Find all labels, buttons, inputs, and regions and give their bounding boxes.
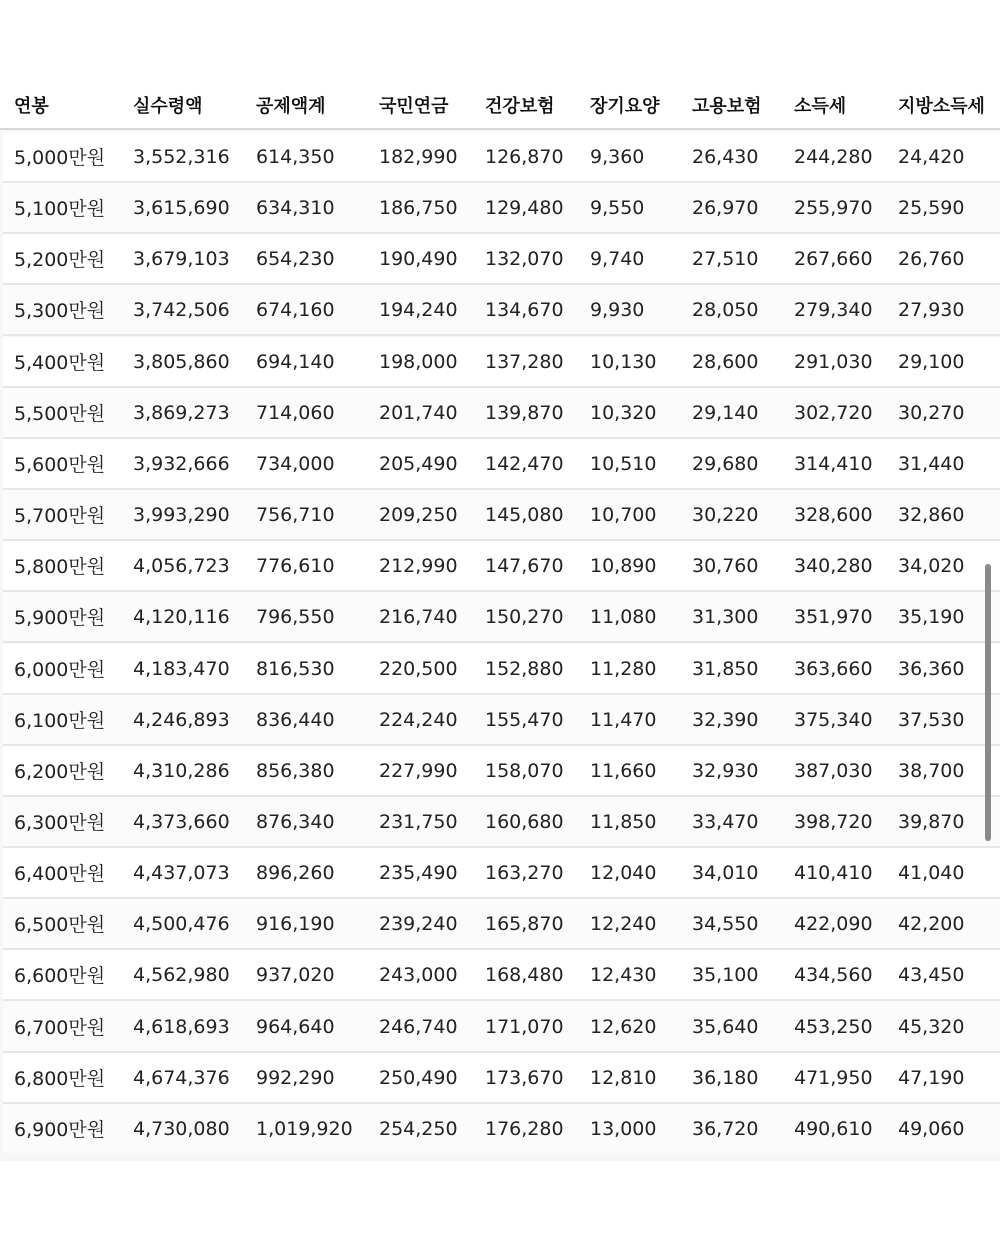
cell-national-pension: 198,000 xyxy=(379,350,458,373)
cell-health-insurance: 152,880 xyxy=(485,657,564,680)
cell-total-deduction: 756,710 xyxy=(256,503,335,526)
table-row xyxy=(3,1053,1000,1102)
cell-long-term-care: 11,280 xyxy=(590,657,657,680)
cell-total-deduction: 674,160 xyxy=(256,298,335,321)
cell-total-deduction: 964,640 xyxy=(256,1015,335,1038)
cell-total-deduction: 734,000 xyxy=(256,452,335,475)
cell-national-pension: 239,240 xyxy=(379,912,458,935)
cell-long-term-care: 10,700 xyxy=(590,503,657,526)
cell-national-pension: 182,990 xyxy=(379,145,458,168)
cell-long-term-care: 13,000 xyxy=(590,1117,657,1140)
cell-income-tax: 244,280 xyxy=(794,145,873,168)
cell-salary: 5,400만원 xyxy=(14,352,106,374)
table-row xyxy=(3,541,1000,590)
cell-salary: 5,500만원 xyxy=(14,403,106,425)
cell-income-tax: 302,720 xyxy=(794,401,873,424)
cell-income-tax: 363,660 xyxy=(794,657,873,680)
cell-national-pension: 212,990 xyxy=(379,554,458,577)
cell-net-pay: 4,120,116 xyxy=(133,605,230,628)
cell-local-income-tax: 32,860 xyxy=(898,503,965,526)
cell-health-insurance: 171,070 xyxy=(485,1015,564,1038)
table-row xyxy=(3,848,1000,897)
cell-employment-insurance: 31,300 xyxy=(692,605,759,628)
cell-net-pay: 4,183,470 xyxy=(133,657,230,680)
cell-local-income-tax: 30,270 xyxy=(898,401,965,424)
header-long-term-care: 장기요양 xyxy=(590,96,660,117)
cell-employment-insurance: 26,430 xyxy=(692,145,759,168)
cell-health-insurance: 126,870 xyxy=(485,145,564,168)
cell-net-pay: 3,615,690 xyxy=(133,196,230,219)
cell-long-term-care: 9,360 xyxy=(590,145,645,168)
cell-long-term-care: 12,620 xyxy=(590,1015,657,1038)
cell-employment-insurance: 26,970 xyxy=(692,196,759,219)
cell-net-pay: 4,674,376 xyxy=(133,1066,230,1089)
cell-national-pension: 235,490 xyxy=(379,861,458,884)
table-row xyxy=(3,797,1000,846)
cell-local-income-tax: 29,100 xyxy=(898,350,965,373)
cell-income-tax: 490,610 xyxy=(794,1117,873,1140)
cell-net-pay: 4,730,080 xyxy=(133,1117,230,1140)
cell-health-insurance: 134,670 xyxy=(485,298,564,321)
cell-income-tax: 398,720 xyxy=(794,810,873,833)
header-employment-insurance: 고용보험 xyxy=(692,96,762,117)
cell-salary: 5,800만원 xyxy=(14,556,106,578)
cell-income-tax: 453,250 xyxy=(794,1015,873,1038)
cell-employment-insurance: 34,550 xyxy=(692,912,759,935)
cell-employment-insurance: 33,470 xyxy=(692,810,759,833)
cell-income-tax: 387,030 xyxy=(794,759,873,782)
header-net-pay: 실수령액 xyxy=(133,96,203,117)
cell-health-insurance: 147,670 xyxy=(485,554,564,577)
cell-net-pay: 3,679,103 xyxy=(133,247,230,270)
cell-health-insurance: 176,280 xyxy=(485,1117,564,1140)
cell-long-term-care: 12,240 xyxy=(590,912,657,935)
cell-employment-insurance: 28,600 xyxy=(692,350,759,373)
table-row xyxy=(3,644,1000,693)
cell-income-tax: 434,560 xyxy=(794,963,873,986)
cell-total-deduction: 836,440 xyxy=(256,708,335,731)
cell-national-pension: 209,250 xyxy=(379,503,458,526)
cell-employment-insurance: 35,640 xyxy=(692,1015,759,1038)
cell-income-tax: 267,660 xyxy=(794,247,873,270)
cell-total-deduction: 796,550 xyxy=(256,605,335,628)
table-row xyxy=(3,695,1000,744)
cell-salary: 6,600만원 xyxy=(14,965,106,987)
cell-net-pay: 4,246,893 xyxy=(133,708,230,731)
cell-total-deduction: 694,140 xyxy=(256,350,335,373)
cell-employment-insurance: 30,760 xyxy=(692,554,759,577)
cell-long-term-care: 9,740 xyxy=(590,247,645,270)
cell-national-pension: 231,750 xyxy=(379,810,458,833)
cell-health-insurance: 132,070 xyxy=(485,247,564,270)
cell-salary: 5,700만원 xyxy=(14,505,106,527)
cell-long-term-care: 11,850 xyxy=(590,810,657,833)
cell-health-insurance: 145,080 xyxy=(485,503,564,526)
cell-salary: 5,000만원 xyxy=(14,147,106,169)
table-row xyxy=(3,337,1000,386)
cell-salary: 5,200만원 xyxy=(14,249,106,271)
cell-salary: 5,300만원 xyxy=(14,300,106,322)
cell-employment-insurance: 31,850 xyxy=(692,657,759,680)
cell-total-deduction: 1,019,920 xyxy=(256,1117,353,1140)
cell-net-pay: 4,500,476 xyxy=(133,912,230,935)
cell-long-term-care: 11,470 xyxy=(590,708,657,731)
cell-national-pension: 201,740 xyxy=(379,401,458,424)
cell-long-term-care: 10,890 xyxy=(590,554,657,577)
cell-net-pay: 3,993,290 xyxy=(133,503,230,526)
cell-health-insurance: 155,470 xyxy=(485,708,564,731)
cell-net-pay: 4,618,693 xyxy=(133,1015,230,1038)
cell-long-term-care: 9,930 xyxy=(590,298,645,321)
cell-income-tax: 410,410 xyxy=(794,861,873,884)
table-row xyxy=(3,285,1000,334)
cell-national-pension: 254,250 xyxy=(379,1117,458,1140)
cell-local-income-tax: 49,060 xyxy=(898,1117,965,1140)
salary-table xyxy=(0,78,1000,1161)
cell-salary: 6,700만원 xyxy=(14,1017,106,1039)
cell-long-term-care: 12,810 xyxy=(590,1066,657,1089)
cell-national-pension: 190,490 xyxy=(379,247,458,270)
cell-national-pension: 216,740 xyxy=(379,605,458,628)
cell-long-term-care: 10,510 xyxy=(590,452,657,475)
cell-employment-insurance: 29,140 xyxy=(692,401,759,424)
cell-salary: 6,900만원 xyxy=(14,1119,106,1141)
cell-net-pay: 4,373,660 xyxy=(133,810,230,833)
cell-salary: 6,100만원 xyxy=(14,710,106,732)
cell-income-tax: 375,340 xyxy=(794,708,873,731)
cell-long-term-care: 9,550 xyxy=(590,196,645,219)
cell-health-insurance: 160,680 xyxy=(485,810,564,833)
cell-total-deduction: 776,610 xyxy=(256,554,335,577)
cell-total-deduction: 876,340 xyxy=(256,810,335,833)
cell-health-insurance: 163,270 xyxy=(485,861,564,884)
cell-net-pay: 3,742,506 xyxy=(133,298,230,321)
cell-national-pension: 243,000 xyxy=(379,963,458,986)
cell-health-insurance: 137,280 xyxy=(485,350,564,373)
cell-local-income-tax: 36,360 xyxy=(898,657,965,680)
cell-net-pay: 4,310,286 xyxy=(133,759,230,782)
cell-health-insurance: 168,480 xyxy=(485,963,564,986)
cell-income-tax: 255,970 xyxy=(794,196,873,219)
cell-local-income-tax: 39,870 xyxy=(898,810,965,833)
cell-health-insurance: 173,670 xyxy=(485,1066,564,1089)
cell-income-tax: 291,030 xyxy=(794,350,873,373)
cell-local-income-tax: 25,590 xyxy=(898,196,965,219)
cell-salary: 6,300만원 xyxy=(14,812,106,834)
cell-salary: 6,800만원 xyxy=(14,1068,106,1090)
cell-long-term-care: 10,320 xyxy=(590,401,657,424)
cell-employment-insurance: 27,510 xyxy=(692,247,759,270)
header-health-insurance: 건강보험 xyxy=(485,96,555,117)
cell-national-pension: 227,990 xyxy=(379,759,458,782)
cell-health-insurance: 142,470 xyxy=(485,452,564,475)
cell-net-pay: 3,552,316 xyxy=(133,145,230,168)
cell-total-deduction: 916,190 xyxy=(256,912,335,935)
cell-long-term-care: 10,130 xyxy=(590,350,657,373)
cell-total-deduction: 816,530 xyxy=(256,657,335,680)
cell-national-pension: 246,740 xyxy=(379,1015,458,1038)
cell-national-pension: 205,490 xyxy=(379,452,458,475)
header-national-pension: 국민연금 xyxy=(379,96,449,117)
table-row xyxy=(3,439,1000,488)
table-row xyxy=(3,388,1000,437)
table-row xyxy=(3,132,1000,181)
cell-income-tax: 471,950 xyxy=(794,1066,873,1089)
cell-total-deduction: 937,020 xyxy=(256,963,335,986)
cell-local-income-tax: 27,930 xyxy=(898,298,965,321)
cell-salary: 6,400만원 xyxy=(14,863,106,885)
table-row xyxy=(3,234,1000,283)
cell-salary: 6,000만원 xyxy=(14,659,106,681)
cell-salary: 6,500만원 xyxy=(14,914,106,936)
cell-national-pension: 220,500 xyxy=(379,657,458,680)
cell-total-deduction: 992,290 xyxy=(256,1066,335,1089)
cell-net-pay: 3,805,860 xyxy=(133,350,230,373)
cell-employment-insurance: 36,180 xyxy=(692,1066,759,1089)
cell-national-pension: 194,240 xyxy=(379,298,458,321)
cell-employment-insurance: 35,100 xyxy=(692,963,759,986)
cell-net-pay: 4,056,723 xyxy=(133,554,230,577)
cell-employment-insurance: 28,050 xyxy=(692,298,759,321)
cell-employment-insurance: 32,930 xyxy=(692,759,759,782)
cell-salary: 5,100만원 xyxy=(14,198,106,220)
cell-salary: 6,200만원 xyxy=(14,761,106,783)
cell-total-deduction: 714,060 xyxy=(256,401,335,424)
cell-long-term-care: 11,660 xyxy=(590,759,657,782)
cell-net-pay: 3,869,273 xyxy=(133,401,230,424)
table-row xyxy=(3,592,1000,641)
cell-local-income-tax: 38,700 xyxy=(898,759,965,782)
header-total-deduction: 공제액계 xyxy=(256,96,326,117)
cell-local-income-tax: 35,190 xyxy=(898,605,965,628)
cell-salary: 5,900만원 xyxy=(14,607,106,629)
row-divider xyxy=(3,641,1000,643)
cell-employment-insurance: 34,010 xyxy=(692,861,759,884)
cell-employment-insurance: 36,720 xyxy=(692,1117,759,1140)
vertical-scrollbar[interactable] xyxy=(985,564,991,841)
cell-long-term-care: 12,430 xyxy=(590,963,657,986)
cell-net-pay: 3,932,666 xyxy=(133,452,230,475)
cell-national-pension: 186,750 xyxy=(379,196,458,219)
row-divider xyxy=(3,334,1000,336)
cell-net-pay: 4,437,073 xyxy=(133,861,230,884)
cell-income-tax: 340,280 xyxy=(794,554,873,577)
header-income-tax: 소득세 xyxy=(794,96,847,117)
cell-national-pension: 224,240 xyxy=(379,708,458,731)
cell-local-income-tax: 37,530 xyxy=(898,708,965,731)
cell-total-deduction: 614,350 xyxy=(256,145,335,168)
table-header-row xyxy=(0,78,1000,130)
cell-health-insurance: 139,870 xyxy=(485,401,564,424)
cell-employment-insurance: 29,680 xyxy=(692,452,759,475)
cell-income-tax: 279,340 xyxy=(794,298,873,321)
cell-income-tax: 328,600 xyxy=(794,503,873,526)
cell-total-deduction: 856,380 xyxy=(256,759,335,782)
cell-national-pension: 250,490 xyxy=(379,1066,458,1089)
table-row xyxy=(3,950,1000,999)
cell-income-tax: 422,090 xyxy=(794,912,873,935)
table-row xyxy=(3,1104,1000,1153)
table-row xyxy=(3,746,1000,795)
cell-salary: 5,600만원 xyxy=(14,454,106,476)
table-row xyxy=(3,899,1000,948)
table-row xyxy=(3,183,1000,232)
cell-local-income-tax: 41,040 xyxy=(898,861,965,884)
cell-total-deduction: 896,260 xyxy=(256,861,335,884)
cell-income-tax: 314,410 xyxy=(794,452,873,475)
cell-local-income-tax: 26,760 xyxy=(898,247,965,270)
header-local-income-tax: 지방소득세 xyxy=(898,96,985,117)
table-row xyxy=(3,1002,1000,1051)
cell-long-term-care: 11,080 xyxy=(590,605,657,628)
cell-net-pay: 4,562,980 xyxy=(133,963,230,986)
cell-income-tax: 351,970 xyxy=(794,605,873,628)
cell-local-income-tax: 31,440 xyxy=(898,452,965,475)
cell-long-term-care: 12,040 xyxy=(590,861,657,884)
cell-local-income-tax: 24,420 xyxy=(898,145,965,168)
cell-local-income-tax: 43,450 xyxy=(898,963,965,986)
cell-health-insurance: 158,070 xyxy=(485,759,564,782)
cell-employment-insurance: 30,220 xyxy=(692,503,759,526)
cell-health-insurance: 150,270 xyxy=(485,605,564,628)
row-divider xyxy=(3,999,1000,1001)
table-row xyxy=(3,490,1000,539)
cell-local-income-tax: 45,320 xyxy=(898,1015,965,1038)
cell-health-insurance: 165,870 xyxy=(485,912,564,935)
cell-local-income-tax: 42,200 xyxy=(898,912,965,935)
cell-total-deduction: 634,310 xyxy=(256,196,335,219)
cell-total-deduction: 654,230 xyxy=(256,247,335,270)
header-salary: 연봉 xyxy=(14,96,49,117)
cell-employment-insurance: 32,390 xyxy=(692,708,759,731)
cell-local-income-tax: 47,190 xyxy=(898,1066,965,1089)
cell-local-income-tax: 34,020 xyxy=(898,554,965,577)
cell-health-insurance: 129,480 xyxy=(485,196,564,219)
